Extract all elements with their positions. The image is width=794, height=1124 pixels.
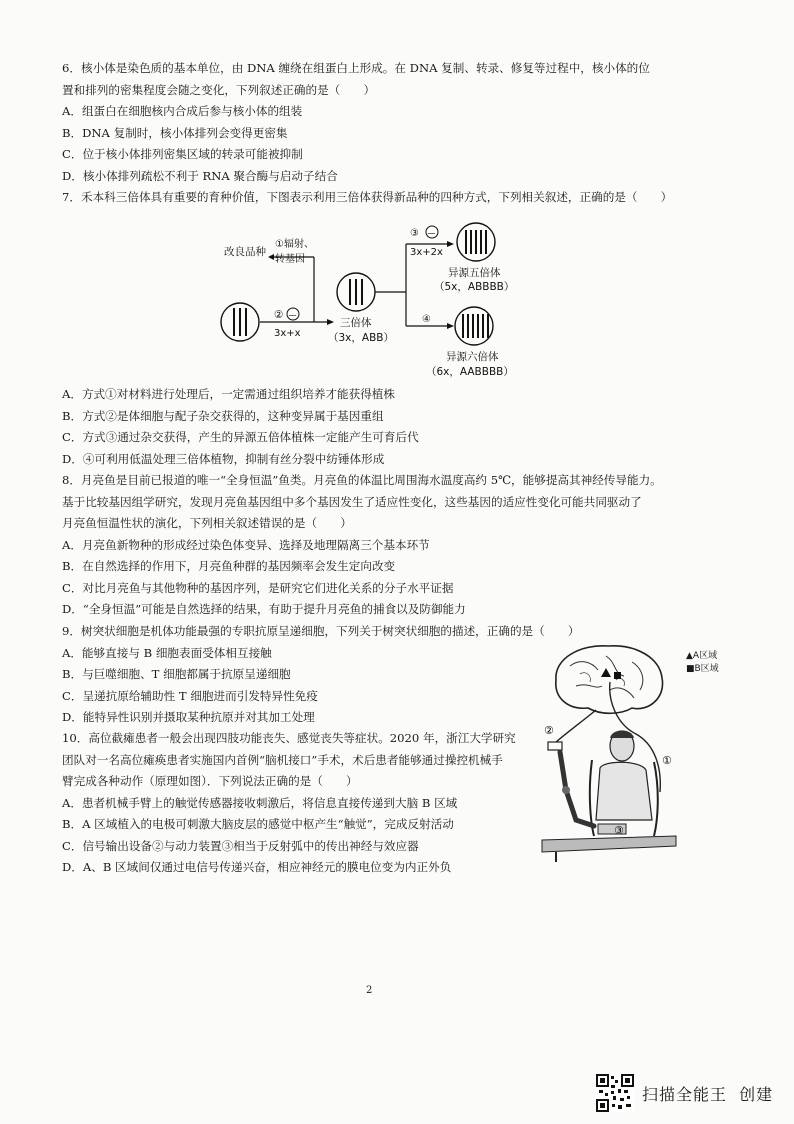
q9-option-d: D．能特异性识别并摄取某种抗原并对其加工处理 [62, 710, 315, 724]
method1-label-2: 转基因 [275, 254, 305, 265]
q9-option-c: C．呈递抗原给辅助性 T 细胞进而引发特异性免疫 [62, 688, 318, 703]
q10-stem-line1: 10．高位截瘫患者一般会出现四肢功能丧失、感觉丧失等症状。2020 年，浙江大学研究 [62, 731, 516, 745]
legend-region-a: ▲A区域 [686, 651, 718, 661]
q10-option-c: C．信号输出设备②与动力装置③相当于反射弧中的传出神经与效应器 [62, 838, 419, 853]
hexaploid-label: 异源六倍体 [446, 351, 499, 363]
q6-option-d: D．核小体排列疏松不利于 RNA 聚合酶与启动子结合 [62, 168, 338, 183]
pentaploid-label: 异源五倍体 [448, 267, 501, 279]
scanner-action: 创建 [739, 1085, 774, 1104]
question-7-stem [62, 187, 752, 209]
q6-stem-line1: 6．核小体是染色质的基本单位，由 DNA 缠绕在组蛋白上形成。在 DNA 复制、转录、修复等过程中，核小体的位 [62, 61, 650, 75]
legend-region-b: ■B区域 [686, 664, 719, 674]
question-9 [62, 621, 580, 729]
q8-stem-line1: 8．月亮鱼是目前已报道的唯一“全身恒温”鱼类。月亮鱼的体温比周围海水温度高约 5℃，能够提高其神经传导能力。 [62, 473, 662, 487]
hexaploid-genome-label: （6x，AABBBB） [426, 366, 514, 378]
method2-formula: 3x+x [274, 328, 301, 339]
q7-option-d: D．④可利用低温处理三倍体植物，抑制有丝分裂中纺锤体形成 [62, 451, 385, 466]
question-8 [62, 470, 752, 621]
q8-option-a: A．月亮鱼新物种的形成经过染色体变异、选择及地理隔离三个基本环节 [62, 537, 430, 552]
method3-formula: 3x+2x [410, 247, 443, 258]
question-6 [62, 58, 752, 187]
fig-label-2: ② [544, 724, 554, 737]
q10-option-b: B．A 区域植入的电极可刺激大脑皮层的感觉中枢产生“触觉”，完成反射活动 [62, 817, 454, 831]
minus-symbol-2: — [427, 228, 436, 238]
q6-option-c: C．位于核小体排列密集区域的转录可能被抑制 [62, 147, 303, 161]
q10-option-d: D．A、B 区域间仅通过电信号传递兴奋，相应神经元的膜电位变为内正外负 [62, 860, 452, 874]
method1-label: ①辐射、 [275, 239, 314, 250]
q7-option-c: C．方式③通过杂交获得，产生的异源五倍体植株一定能产生可育后代 [62, 430, 419, 444]
method4-label: ④ [422, 314, 431, 325]
q8-option-b: B．在自然选择的作用下，月亮鱼种群的基因频率会发生定向改变 [62, 559, 396, 573]
page-number: 2 [366, 985, 373, 996]
minus-symbol: — [288, 310, 297, 320]
method3-label: ③ [410, 228, 419, 239]
region-a-marker-icon [601, 668, 611, 677]
triploid-breeding-diagram [210, 222, 530, 380]
method2-label: ② [274, 309, 284, 321]
q10-option-a: A．患者机械手臂上的触觉传感器接收刺激后，将信息直接传递到大脑 B 区域 [62, 795, 458, 810]
q9-option-b: B．与巨噬细胞、T 细胞都属于抗原呈递细胞 [62, 667, 291, 681]
scanner-watermark [642, 1082, 773, 1105]
question-10 [62, 728, 542, 879]
region-b-marker-icon [614, 672, 621, 679]
fig-label-1: ① [662, 754, 672, 767]
q7-stem: 7．禾本科三倍体具有重要的育种价值，下图表示利用三倍体获得新品种的四种方式，下列相关叙述，正确的是（ ） [62, 190, 673, 204]
q10-stem-line3: 臂完成各种动作（原理如图）．下列说法正确的是（ ） [62, 774, 358, 788]
q7-option-a: A．方式①对材料进行处理后，一定需通过组织培养才能获得植株 [62, 387, 395, 401]
figure-legend [686, 650, 719, 676]
brain-computer-interface-figure [536, 640, 678, 862]
improved-variety-label: 改良品种 [224, 246, 266, 258]
q9-option-a: A．能够直接与 B 细胞表面受体相互接触 [62, 645, 272, 660]
q8-option-d: D．“全身恒温”可能是自然选择的结果，有助于提升月亮鱼的捕食以及防御能力 [62, 602, 466, 616]
scanner-app-name: 扫描全能王 [642, 1085, 728, 1104]
q8-option-c: C．对比月亮鱼与其他物种的基因序列，是研究它们进化关系的分子水平证据 [62, 580, 454, 595]
pentaploid-genome-label: （5x，ABBBB） [434, 281, 515, 293]
q10-stem-line2: 团队对一名高位瘫痪患者实施国内首例“脑机接口”手术，术后患者能够通过操控机械手 [62, 752, 503, 767]
q6-stem-line2: 置和排列的密集程度会随之变化，下列叙述正确的是（ ） [62, 82, 376, 97]
fig-label-3: ③ [614, 824, 624, 837]
q8-stem-line2: 基于比较基因组学研究，发现月亮鱼基因组中多个基因发生了适应性变化，这些基因的适应性变化可能共同驱动了 [62, 494, 642, 509]
q9-stem: 9．树突状细胞是机体功能最强的专职抗原呈递细胞，下列关于树突状细胞的描述，正确的是（ ） [62, 624, 580, 638]
q8-stem-line3: 月亮鱼恒温性状的演化，下列相关叙述错误的是（ ） [62, 516, 352, 530]
triploid-label: 三倍体 [340, 317, 372, 329]
triploid-genome-label: （3x，ABB） [328, 332, 394, 344]
q6-option-b: B．DNA 复制时，核小体排列会变得更密集 [62, 125, 288, 140]
q7-option-b: B．方式②是体细胞与配子杂交获得的，这种变异属于基因重组 [62, 408, 384, 423]
q6-option-a: A．组蛋白在细胞核内合成后参与核小体的组装 [62, 104, 303, 118]
qr-code-icon [596, 1074, 634, 1112]
question-7-options [62, 384, 752, 470]
